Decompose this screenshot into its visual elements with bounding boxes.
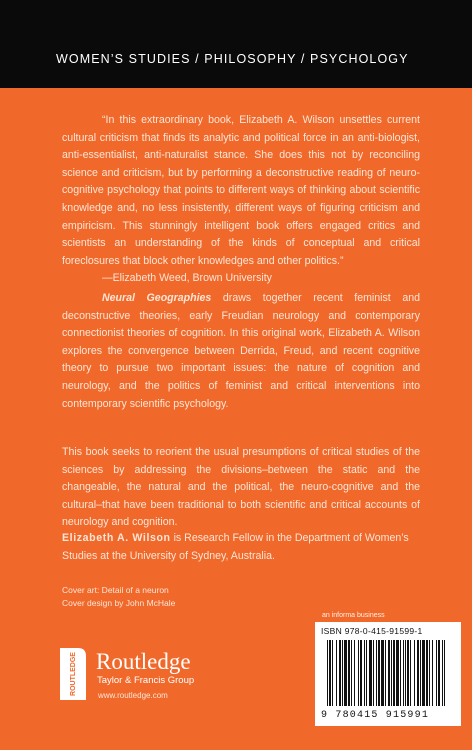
author-bio bbox=[62, 530, 420, 565]
publisher-group: Taylor & Francis Group bbox=[97, 675, 195, 686]
description-text-1: draws together recent feminist and deconstructive theories, early Freudian neurology and contemporary connectionist theories of cognition. In this original work, Elizabeth A. Wilson explores the convergence between Derrida, Freud, and recent cognitive theory to pursue two important issues: the nature of cognition and neurology, and the politics of feminist and critical interventions into contemporary scientific psychology. bbox=[62, 292, 421, 410]
top-bar bbox=[0, 0, 472, 88]
author-bio-text: is Research Fellow in the Department of Women’s Studies at the University of Sydney, Australia. bbox=[62, 532, 409, 562]
description-text-2: This book seeks to reorient the usual presumptions of critical studies of the sciences by addressing the divisions–between the static and the changeable, the natural and the political, the neuro-cognitive and the cultural–that have been traditional to both scientific and critical accounts of neurology and cognition. bbox=[62, 446, 420, 529]
endorsement-quote bbox=[62, 112, 420, 288]
quote-attribution: —Elizabeth Weed, Brown University bbox=[102, 272, 272, 285]
quote-text: “In this extraordinary book, Elizabeth A. Wilson unsettles current cultural criticism that finds its analytic and political force in an anti-biologist, anti-essentialist, anti-naturalist stance. She does this not by reconciling science and criticism, but by performing a deconstructive reading of neuro-cognitive psychology that points to different ways of thinking about scientific knowledge and, no less insistently, different ways of figuring criticism and empiricism. This stunningly intelligent book offers engaged critics and scientists an understanding of the kinds of conceptual and critical foreclosures that block other knowledges and other politics.” bbox=[62, 114, 420, 267]
publisher-name: Routledge bbox=[96, 649, 191, 674]
informa-tagline: an informa business bbox=[322, 612, 385, 619]
cover-design-credit: Cover design by John McHale bbox=[62, 598, 176, 608]
book-title: Neural Geographies bbox=[102, 292, 212, 304]
book-description-2 bbox=[62, 444, 420, 532]
routledge-logo-icon bbox=[56, 646, 88, 702]
author-name: Elizabeth A. Wilson bbox=[62, 532, 171, 544]
cover-credits bbox=[62, 584, 175, 610]
publisher-url: www.routledge.com bbox=[98, 691, 168, 700]
book-description-1 bbox=[62, 290, 420, 413]
isbn-label: ISBN 978-0-415-91599-1 bbox=[321, 626, 423, 636]
barcode-bars bbox=[325, 640, 451, 708]
subject-categories: WOMEN’S STUDIES / PHILOSOPHY / PSYCHOLOGY bbox=[56, 52, 409, 66]
logo-vertical-text: ROUTLEDGE bbox=[69, 652, 77, 696]
barcode-number: 9 780415 915991 bbox=[321, 710, 430, 721]
isbn-barcode bbox=[315, 622, 461, 726]
cover-art-credit: Cover art: Detail of a neuron bbox=[62, 585, 169, 595]
